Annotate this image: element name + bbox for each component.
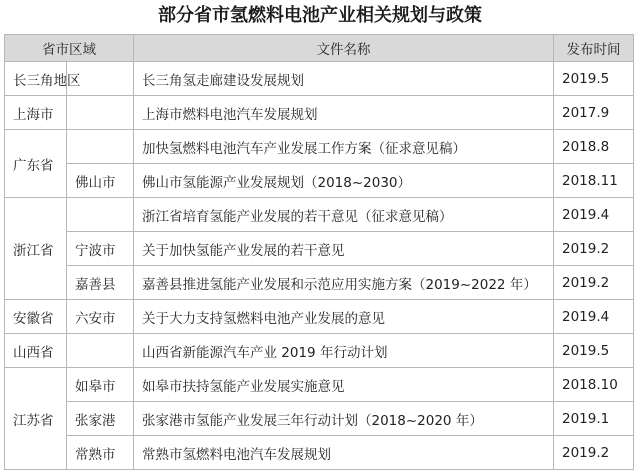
city-cell: 如皋市: [67, 368, 134, 402]
document-cell: 加快氢燃料电池汽车产业发展工作方案（征求意见稿）: [134, 130, 554, 164]
province-cell: 江苏省: [5, 368, 67, 470]
table-row: [5, 436, 634, 470]
province-cell: 浙江省: [5, 198, 67, 300]
page-title: 部分省市氢燃料电池产业相关规划与政策: [158, 5, 482, 26]
date-cell: 2019.1: [554, 402, 634, 436]
city-cell: 常熟市: [67, 436, 134, 470]
date-cell: 2018.8: [554, 130, 634, 164]
province-cell: 安徽省: [5, 300, 67, 334]
city-cell: 六安市: [67, 300, 134, 334]
table-row: [5, 402, 634, 436]
date-cell: 2019.5: [554, 334, 634, 368]
table-row: [5, 164, 634, 198]
document-cell: 常熟市氢燃料电池汽车发展规划: [134, 436, 554, 470]
date-cell: 2019.2: [554, 436, 634, 470]
header-region: 省市区域: [5, 35, 134, 62]
table-row: [5, 368, 634, 402]
date-cell: 2018.11: [554, 164, 634, 198]
city-cell: [67, 130, 134, 164]
document-cell: 如皋市扶持氢能产业发展实施意见: [134, 368, 554, 402]
table-row: [5, 96, 634, 130]
document-cell: 浙江省培育氢能产业发展的若干意见（征求意见稿）: [134, 198, 554, 232]
date-cell: 2019.4: [554, 300, 634, 334]
province-cell: 上海市: [5, 96, 67, 130]
date-cell: 2019.2: [554, 266, 634, 300]
province-cell: 长三角地区: [5, 62, 67, 96]
city-cell: 宁波市: [67, 232, 134, 266]
date-cell: 2019.5: [554, 62, 634, 96]
document-cell: 张家港市氢能产业发展三年行动计划（2018~2020 年）: [134, 402, 554, 436]
table-row: [5, 232, 634, 266]
table-row: [5, 300, 634, 334]
document-cell: 上海市燃料电池汽车发展规划: [134, 96, 554, 130]
table-row: [5, 62, 634, 96]
document-cell: 山西省新能源汽车产业 2019 年行动计划: [134, 334, 554, 368]
date-cell: 2019.4: [554, 198, 634, 232]
province-cell: 广东省: [5, 130, 67, 198]
header-date: 发布时间: [554, 35, 634, 62]
city-cell: [67, 96, 134, 130]
document-cell: 嘉善县推进氢能产业发展和示范应用实施方案（2019~2022 年）: [134, 266, 554, 300]
city-cell: 嘉善县: [67, 266, 134, 300]
city-cell: 张家港: [67, 402, 134, 436]
city-cell: [67, 334, 134, 368]
date-cell: 2019.2: [554, 232, 634, 266]
table-row: [5, 130, 634, 164]
document-cell: 佛山市氢能源产业发展规划（2018~2030）: [134, 164, 554, 198]
policy-table: [4, 34, 634, 470]
date-cell: 2017.9: [554, 96, 634, 130]
city-cell: [67, 198, 134, 232]
header-document: 文件名称: [134, 35, 554, 62]
table-row: [5, 198, 634, 232]
date-cell: 2018.10: [554, 368, 634, 402]
table-row: [5, 266, 634, 300]
document-cell: 关于大力支持氢燃料电池产业发展的意见: [134, 300, 554, 334]
document-cell: 关于加快氢能产业发展的若干意见: [134, 232, 554, 266]
province-cell: 山西省: [5, 334, 67, 368]
table-header-row: [5, 35, 634, 62]
table-row: [5, 334, 634, 368]
city-cell: 佛山市: [67, 164, 134, 198]
document-cell: 长三角氢走廊建设发展规划: [134, 62, 554, 96]
